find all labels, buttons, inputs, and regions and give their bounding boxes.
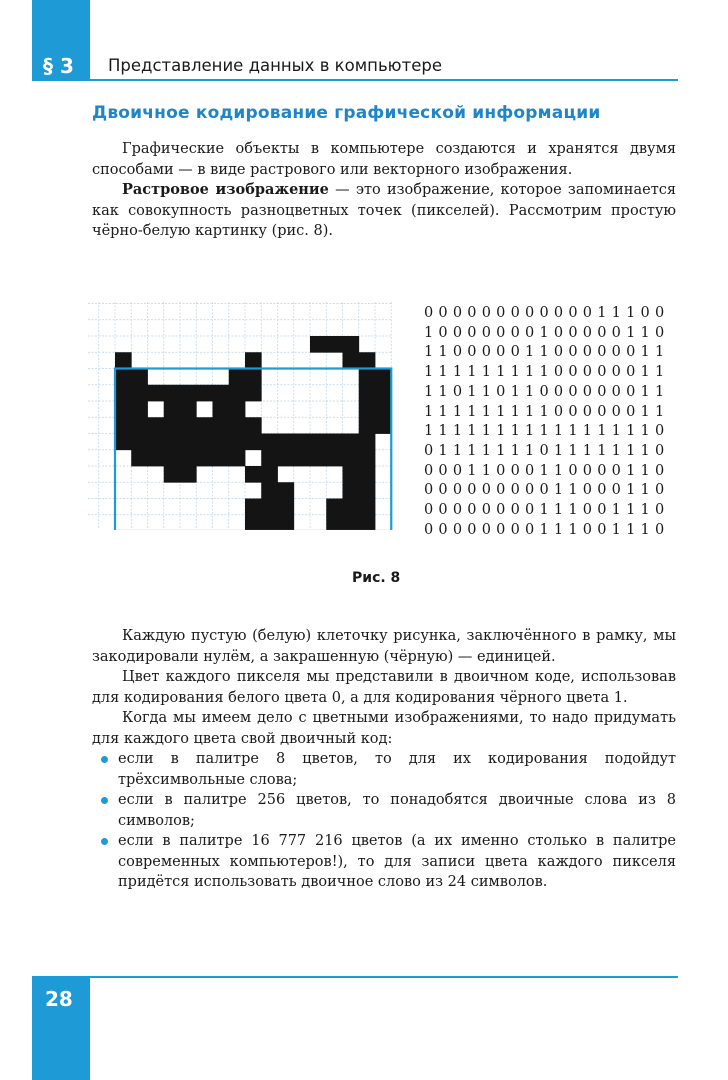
bullet-dot-icon [101, 756, 108, 763]
black-pixel [180, 450, 197, 467]
body-text [92, 626, 676, 893]
black-pixel [115, 369, 132, 386]
black-pixel [131, 369, 148, 386]
black-pixel [294, 434, 311, 451]
bullet-dot-icon [101, 838, 108, 845]
black-pixel [180, 385, 197, 402]
intro-paragraph-2-rest: — это изображение, которое запоминается как совокупность разноцветных точек (пикселей). Рассмотрим простую чёрно-белую картинку (рис. 8). [92, 182, 676, 239]
black-pixel [213, 434, 230, 451]
binary-row: 0 0 0 0 0 0 0 0 0 0 0 0 1 1 1 0 0 [424, 305, 665, 321]
black-pixel [261, 482, 278, 499]
black-pixel [343, 336, 360, 353]
page-number: 28 [45, 987, 73, 1011]
body-paragraph-2: Цвет каждого пикселя мы представили в двоичном коде, использовав для кодирования белого цвета 0, а для кодирования чёрного цвета 1. [92, 669, 676, 706]
black-pixel [115, 385, 132, 402]
black-pixel [164, 385, 181, 402]
black-pixel [148, 434, 165, 451]
black-pixel [245, 499, 262, 516]
black-pixel [310, 450, 327, 467]
black-pixel [229, 385, 246, 402]
black-pixel [213, 401, 230, 418]
black-pixel [359, 401, 376, 418]
section-number-block [32, 0, 90, 81]
chapter-title: Представление данных в компьютере [108, 56, 442, 75]
binary-row: 1 1 1 1 1 1 1 1 1 0 0 0 0 0 0 1 1 [424, 364, 665, 381]
black-pixel [148, 385, 165, 402]
black-pixel [326, 434, 343, 451]
black-pixel [213, 385, 230, 402]
black-pixel [180, 434, 197, 451]
black-pixel [310, 336, 327, 353]
black-pixel [196, 450, 213, 467]
black-pixel [196, 385, 213, 402]
black-pixel [245, 515, 262, 530]
binary-row: 0 0 0 0 0 0 0 0 1 1 1 0 0 1 1 1 0 [424, 521, 665, 538]
black-pixel [343, 515, 360, 530]
black-pixel [278, 482, 295, 499]
black-pixel [245, 417, 262, 434]
section-number: § 3 [43, 54, 74, 78]
black-pixel [115, 417, 132, 434]
page-number-block [32, 976, 90, 1080]
black-pixel [164, 434, 181, 451]
black-pixel [375, 401, 392, 418]
black-pixel [375, 385, 392, 402]
black-pixel [261, 450, 278, 467]
black-pixel [359, 417, 376, 434]
black-pixel [245, 369, 262, 386]
black-pixel [359, 450, 376, 467]
black-pixel [375, 417, 392, 434]
black-pixel [326, 336, 343, 353]
black-pixel [343, 450, 360, 467]
black-pixel [343, 352, 360, 369]
black-pixel [359, 499, 376, 516]
black-pixel [131, 450, 148, 467]
black-pixel [278, 515, 295, 530]
bullet-item: если в палитре 8 цветов, то для их кодирования подойдут трёхсимвольные слова; [92, 749, 676, 790]
body-paragraph-1: Каждую пустую (белую) клеточку рисунка, заключённого в рамку, мы закодировали нулём, а закрашенную (чёрную) — единицей. [92, 628, 676, 665]
black-pixel [326, 499, 343, 516]
black-pixel [213, 417, 230, 434]
black-pixel [245, 434, 262, 451]
binary-row: 1 0 0 0 0 0 0 0 1 0 0 0 0 0 1 1 0 [424, 324, 665, 341]
black-pixel [343, 434, 360, 451]
black-pixel [278, 434, 295, 451]
binary-row: 1 1 0 1 1 0 1 1 0 0 0 0 0 0 0 1 1 [424, 383, 665, 400]
pixel-cat-figure [86, 300, 396, 530]
binary-row: 0 0 0 1 1 0 0 0 1 1 0 0 0 0 1 1 0 [424, 462, 665, 479]
black-pixel [359, 515, 376, 530]
black-pixel [164, 450, 181, 467]
black-pixel [261, 499, 278, 516]
black-pixel [164, 466, 181, 483]
intro-paragraph-2 [92, 180, 676, 242]
black-pixel [343, 466, 360, 483]
black-pixel [148, 417, 165, 434]
black-pixel [196, 417, 213, 434]
palette-bullet-list [92, 749, 676, 893]
black-pixel [359, 434, 376, 451]
black-pixel [180, 401, 197, 418]
black-pixel [131, 434, 148, 451]
black-pixel [261, 434, 278, 451]
black-pixel [245, 385, 262, 402]
black-pixel [359, 466, 376, 483]
black-pixel [213, 450, 230, 467]
footer-rule [90, 976, 678, 978]
black-pixel [164, 417, 181, 434]
black-pixel [164, 401, 181, 418]
binary-row: 1 1 1 1 1 1 1 1 1 0 0 0 0 0 0 1 1 [424, 403, 665, 420]
black-pixel [229, 401, 246, 418]
black-pixel [278, 499, 295, 516]
section-heading: Двоичное кодирование графической информации [92, 103, 601, 123]
intro-text [92, 139, 676, 242]
black-pixel [326, 450, 343, 467]
bullet-item: если в палитре 256 цветов, то понадобятся двоичные слова из 8 символов; [92, 790, 676, 831]
black-pixel [294, 450, 311, 467]
body-paragraph-3: Когда мы имеем дело с цветными изображениями, то надо придумать для каждого цвета свой двоичный код: [92, 710, 676, 747]
black-pixel [131, 401, 148, 418]
black-pixel [245, 466, 262, 483]
figure-caption: Рис. 8 [352, 570, 401, 586]
black-pixel [229, 369, 246, 386]
black-pixel [326, 515, 343, 530]
black-pixel [343, 482, 360, 499]
black-pixel [359, 385, 376, 402]
black-pixel [261, 466, 278, 483]
intro-paragraph-1: Графические объекты в компьютере создаются и хранятся двумя способами — в виде растрового или векторного изображения. [92, 141, 676, 178]
bullet-item: если в палитре 16 777 216 цветов (а их именно столько в палитре современных компьютеров!), то для записи цвета каждого пикселя придётся использовать двоичное слово из 24 символов. [92, 831, 676, 893]
black-pixel [180, 466, 197, 483]
black-pixel [196, 434, 213, 451]
black-pixel [229, 434, 246, 451]
black-pixel [115, 352, 132, 369]
black-pixel [180, 417, 197, 434]
raster-image-term: Растровое изображение [122, 181, 329, 198]
binary-row: 1 1 0 0 0 0 0 1 1 0 0 0 0 0 0 1 1 [424, 344, 665, 361]
black-pixel [115, 434, 132, 451]
black-pixel [131, 417, 148, 434]
binary-row: 1 1 1 1 1 1 1 1 1 1 1 1 1 1 1 1 0 [424, 423, 665, 440]
black-pixel [245, 352, 262, 369]
binary-code-matrix [424, 304, 664, 540]
black-pixel [278, 450, 295, 467]
bullet-dot-icon [101, 797, 108, 804]
black-pixel [131, 385, 148, 402]
black-pixel [310, 434, 327, 451]
black-pixel [359, 352, 376, 369]
black-pixel [343, 499, 360, 516]
black-pixel [115, 401, 132, 418]
black-pixel [359, 482, 376, 499]
black-pixel [261, 515, 278, 530]
header-rule [90, 79, 678, 81]
black-pixel [229, 450, 246, 467]
black-pixel [148, 450, 165, 467]
black-pixel [375, 369, 392, 386]
binary-row: 0 0 0 0 0 0 0 0 0 1 1 0 0 0 1 1 0 [424, 482, 665, 499]
binary-row: 0 1 1 1 1 1 1 1 0 1 1 1 1 1 1 1 0 [424, 442, 665, 459]
black-pixel [359, 369, 376, 386]
binary-row: 0 0 0 0 0 0 0 0 1 1 1 0 0 1 1 1 0 [424, 502, 665, 519]
black-pixel [229, 417, 246, 434]
